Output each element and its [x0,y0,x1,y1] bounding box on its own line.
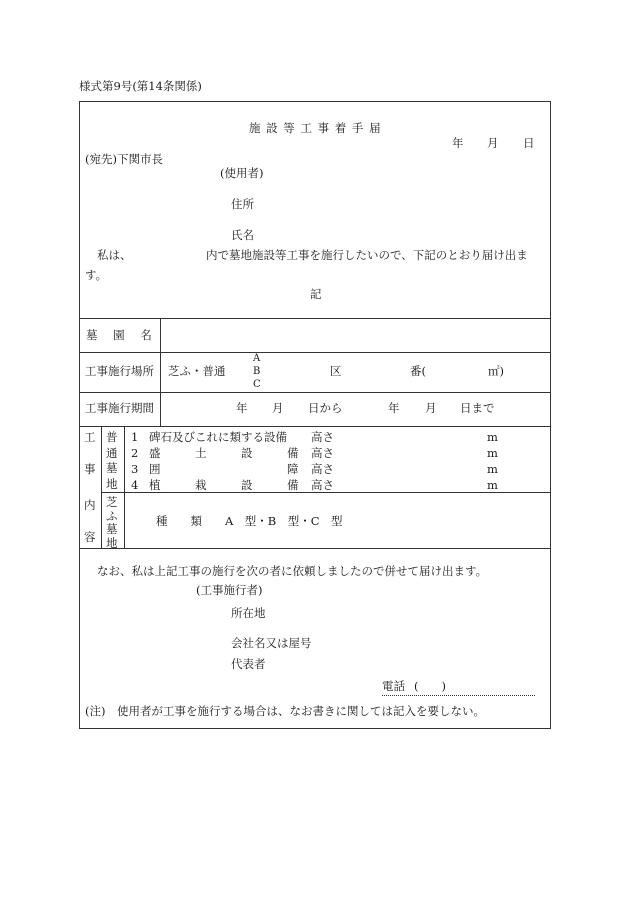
period-label: 工事施行期間 [85,401,154,415]
item-unit: m [487,478,498,492]
item-no: 1 [131,430,139,444]
column-divider [101,426,102,548]
period-year-2: 年 [388,401,400,415]
date-day: 日 [523,136,535,150]
ban-label: 番( [410,364,426,378]
label-char: 通 [106,445,118,460]
footnote: (注) 使用者が工事を施行する場合は、なお書きに関しては記入を要しない。 [85,704,485,718]
section-c: C [253,379,261,390]
divider [79,318,551,319]
item-height-label: 高さ [311,446,334,460]
item-text: 碑石及びこれに類する設備 [149,430,287,444]
body-line2: す。 [85,268,108,282]
item-unit: m [487,462,498,476]
period-month-1: 月 [272,401,284,415]
form-number: 様式第9号(第14条関係) [79,79,202,93]
item-unit: m [487,446,498,460]
divider [79,392,551,393]
item-no: 3 [131,462,139,476]
divider [79,426,551,427]
contractor-heading: (工事施行者) [196,583,263,597]
lawn-cemetery-label [106,497,118,549]
label-char: 普 [106,430,118,444]
date-year: 年 [452,136,464,150]
contractor-rep-label: 代表者 [231,657,266,671]
label-char: 地 [106,535,118,550]
contractor-location-label: 所在地 [231,606,266,620]
ki-heading: 記 [310,287,322,301]
cemetery-name-label: 墓 園 名 [86,328,158,342]
period-from: 日から [308,401,343,415]
item-height-label: 高さ [311,430,334,444]
period-month-2: 月 [425,401,437,415]
item-height-label: 高さ [311,478,334,492]
content-label-char: 内 [84,498,96,512]
item-text: 植 栽 設 備 [149,478,299,492]
label-char: 墓 [106,522,118,536]
period-year-1: 年 [236,401,248,415]
item-no: 4 [131,478,139,492]
column-divider [124,426,125,548]
location-type: 芝ふ・普通 [168,364,226,378]
item-height-label: 高さ [311,462,334,476]
divider [101,492,551,493]
form-title: 施 設 等 工 事 着 手 届 [249,121,382,135]
item-text: 盛 土 設 備 [149,446,299,460]
contractor-note: なお、私は上記工事の施行を次の者に依頼しましたので併せて届け出ます。 [97,564,488,578]
section-b: B [253,366,261,377]
body-line1-rest: 内で墓地施設等工事を施行したいので、下記のとおり届け出ま [206,248,528,262]
section-a: A [253,353,261,364]
content-label-char: 容 [84,530,96,544]
contractor-company-label: 会社名又は屋号 [231,636,312,650]
applicant-address-label: 住所 [231,197,254,211]
item-text: 囲 障 [149,462,299,476]
divider [79,548,551,549]
area-unit: ㎡) [488,364,504,378]
item-no: 2 [131,446,139,460]
lawn-type-text: 種 類 A 型・B 型・C 型 [156,514,343,528]
content-label-char: 工 [84,430,96,444]
applicant-name-label: 氏名 [231,228,254,242]
label-char: 芝 [106,495,118,509]
normal-cemetery-label [106,432,118,490]
column-divider [160,318,161,426]
period-to: 日まで [460,401,495,415]
location-label: 工事施行場所 [85,364,154,378]
addressee: (宛先)下関市長 [85,152,163,166]
body-line1-start: 私は、 [97,248,132,262]
form-frame [79,101,551,729]
phone-paren: ( ) [414,679,446,693]
label-char: 墓 [106,461,118,475]
label-char: 地 [106,476,118,491]
date-month: 月 [487,136,499,150]
content-label-char: 事 [84,462,96,476]
divider [79,352,551,353]
applicant-heading: (使用者) [220,166,264,180]
phone-label: 電話 [382,679,405,693]
ku-label: 区 [330,364,342,378]
item-unit: m [487,430,498,444]
label-char: ふ [106,508,118,523]
phone-underline [382,695,535,696]
